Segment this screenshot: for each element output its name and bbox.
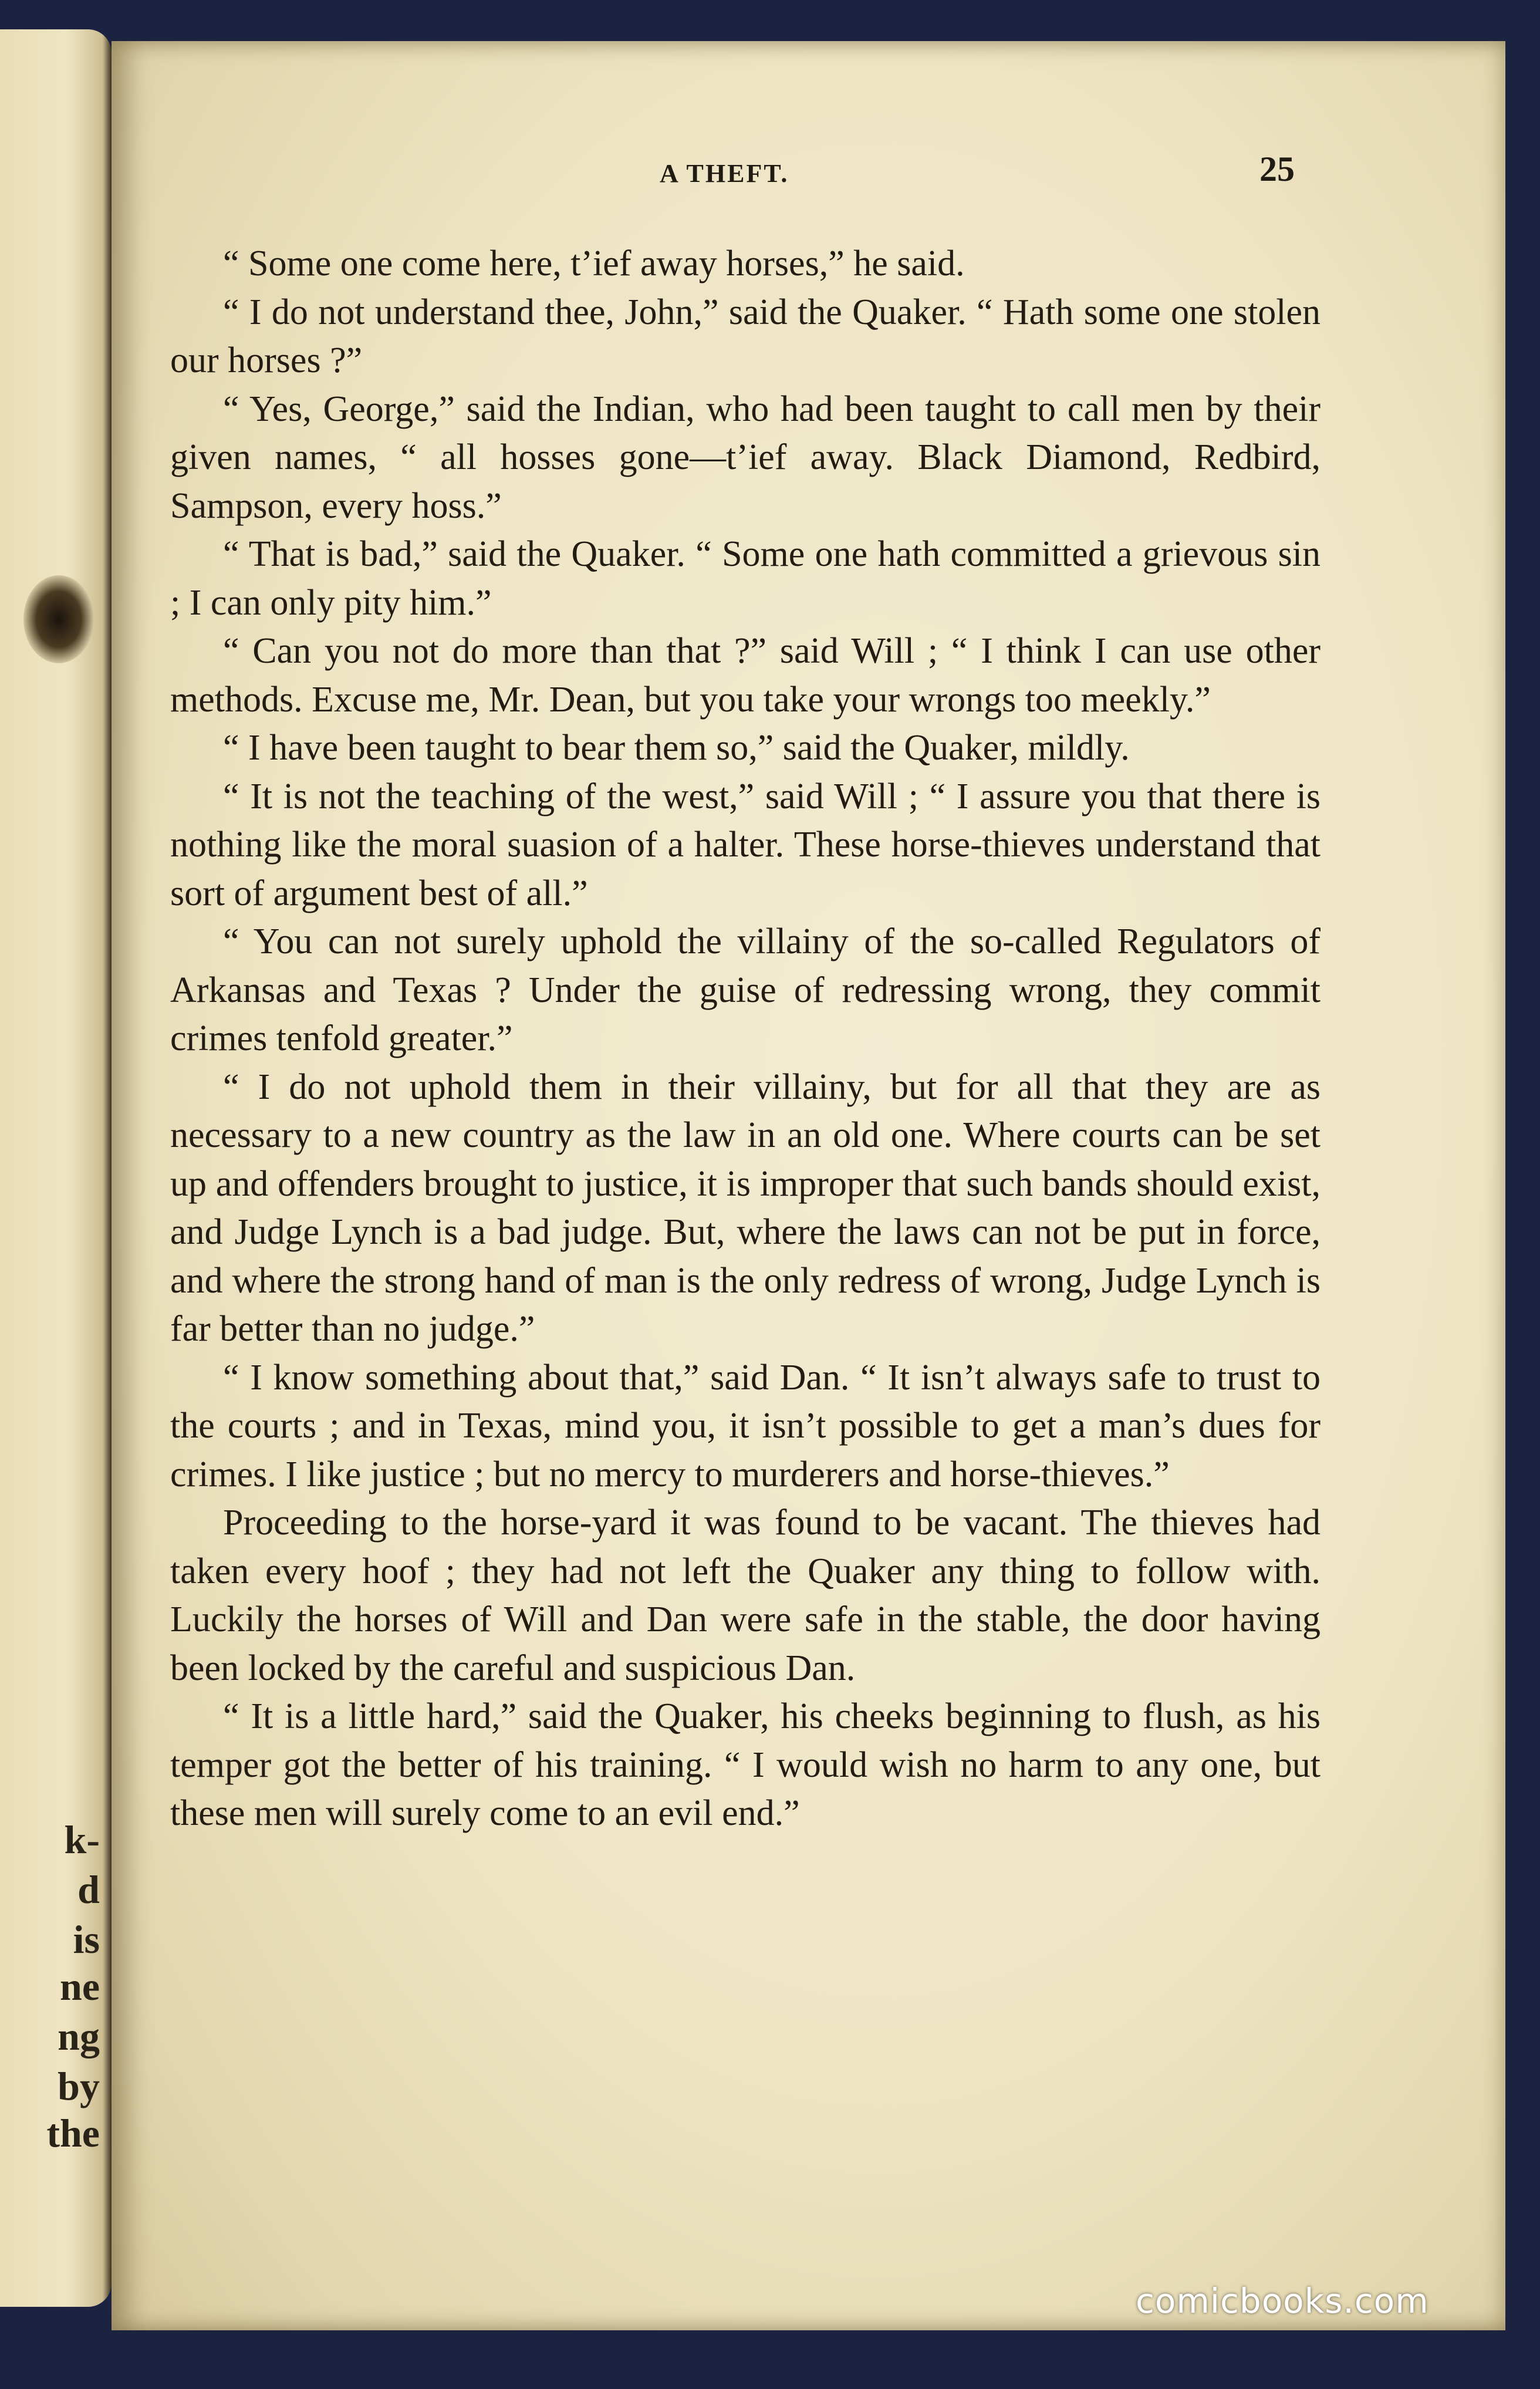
- paragraph: “ Some one come here, t’ief away horses,” he said.: [223, 244, 965, 284]
- left-page-fragment: by: [58, 2064, 100, 2108]
- left-page-fragment: k-: [64, 1817, 100, 1862]
- body-text: [170, 239, 1321, 1838]
- watermark: comicbooks.com: [1136, 2281, 1429, 2321]
- left-page-fragment: the: [46, 2111, 100, 2155]
- paragraph: “ I do not understand thee, John,” said the Quaker. “ Hath some one stolen our horses ?”: [170, 292, 1321, 380]
- binding-hole: [23, 575, 94, 663]
- paragraph: “ That is bad,” said the Quaker. “ Some one hath committed a grievous sin ; I can only pity him.”: [170, 534, 1321, 623]
- paragraph: “ I do not uphold them in their villainy, but for all that they are as necessary to a new country as the law in an old one. Where courts can be set up and offenders brought to justice, it is improper that such bands should exist, and Judge Lynch is a bad judge. But, where the laws can not be put in force, and where the strong hand of man is the only redress of wrong, Judge Lynch is far better than no judge.”: [170, 1067, 1321, 1349]
- paragraph: “ It is a little hard,” said the Quaker, his cheeks beginning to flush, as his temper got the better of his training. “ I would wish no harm to any one, but these men will surely come to an evil end.”: [170, 1696, 1321, 1833]
- running-head: A THEFT.: [660, 159, 789, 188]
- paragraph: “ You can not surely uphold the villainy of the so-called Regulators of Arkansas and Texas ? Under the guise of redressing wrong, they commit crimes tenfold greater.”: [170, 922, 1321, 1058]
- paragraph: Proceeding to the horse-yard it was found to be vacant. The thieves had taken every hoof ; they had not left the Quaker any thing to follow with. Luckily the horses of Will and Dan were safe in the stable, the door having been locked by the careful and suspicious Dan.: [170, 1503, 1321, 1688]
- paragraph: “ I have been taught to bear them so,” said the Quaker, mildly.: [223, 728, 1130, 768]
- left-page-fragment: is: [73, 1917, 100, 1962]
- paragraph: “ It is not the teaching of the west,” said Will ; “ I assure you that there is nothing like the moral suasion of a halter. These horse-thieves understand that sort of argument best of all.”: [170, 776, 1321, 913]
- left-page-fragment: d: [77, 1867, 100, 1912]
- left-page-fragment: ng: [58, 2014, 100, 2059]
- paragraph: “ Yes, George,” said the Indian, who had been taught to call men by their given names, “ all hosses gone—t’ief away. Black Diamond, Redbird, Sampson, every hoss.”: [170, 389, 1321, 526]
- paragraph: “ Can you not do more than that ?” said Will ; “ I think I can use other methods. Excuse me, Mr. Dean, but you take your wrongs too meekly.”: [170, 631, 1321, 720]
- paragraph: “ I know something about that,” said Dan. “ It isn’t always safe to trust to the courts ; and in Texas, mind you, it isn’t possible to get a man’s dues for crimes. I like justice ; but no mercy to murderers and horse-thieves.”: [170, 1357, 1321, 1494]
- left-page-fragment: ne: [60, 1964, 100, 2009]
- left-page-edge: [0, 29, 112, 2307]
- page-number: 25: [1259, 150, 1295, 188]
